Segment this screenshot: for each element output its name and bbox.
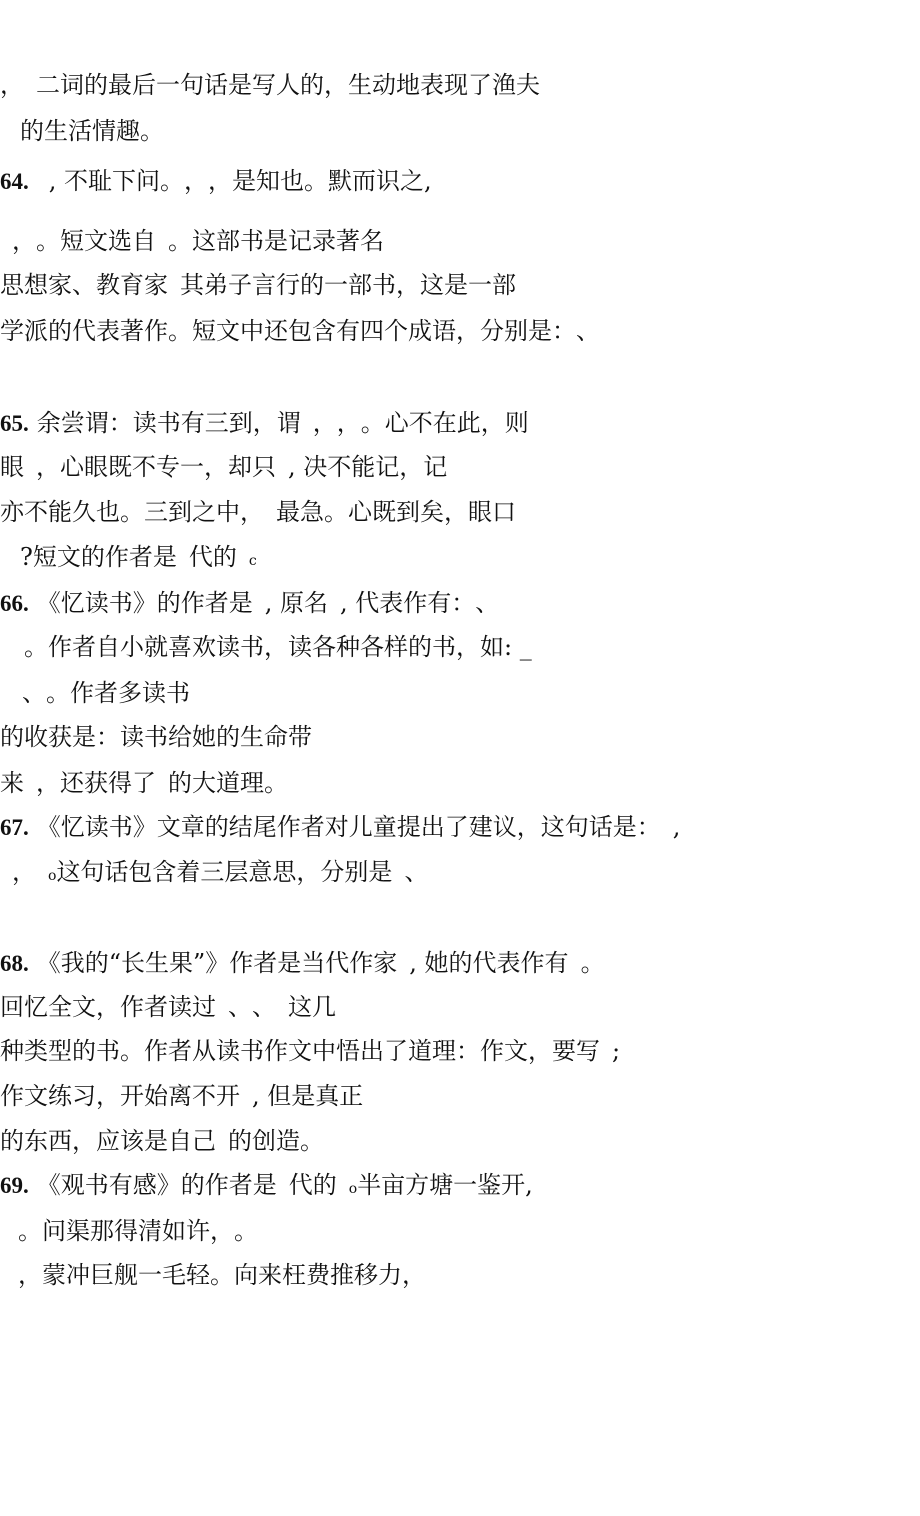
text-line xyxy=(0,452,447,482)
text-segment: 这几 xyxy=(288,993,336,1021)
text-segment: , 但是真正 xyxy=(252,1082,364,1110)
question-number: 64. xyxy=(0,169,29,194)
text-segment: 种类型的书。作者从读书作文中悟出了道理：作文，要写 xyxy=(0,1037,600,1065)
text-line xyxy=(6,1216,258,1246)
text-line xyxy=(0,1036,620,1066)
text-segment: 、 xyxy=(404,858,429,886)
text-segment: 代的 xyxy=(288,1171,337,1199)
text-segment: 。心不在此，则 xyxy=(360,409,529,437)
text-segment: ， xyxy=(12,858,36,886)
text-segment: 代的 xyxy=(188,543,237,571)
text-line xyxy=(12,632,532,662)
text-segment: 这句话包含着三层意思，分别是 xyxy=(56,858,393,886)
question-64-line xyxy=(0,166,432,197)
text-line xyxy=(8,542,257,576)
question-65-line xyxy=(0,408,529,439)
text-line xyxy=(0,768,288,798)
text-segment: 、 xyxy=(228,993,240,1021)
text-segment: 的生活情趣。 xyxy=(20,117,164,145)
text-segment: 的大道理。 xyxy=(168,769,288,797)
text-segment: 其弟子言行的一部书，这是一部 xyxy=(180,271,516,299)
text-segment: 眼 xyxy=(0,453,24,481)
text-segment: o xyxy=(348,1181,358,1197)
text-line xyxy=(0,270,528,300)
text-segment: , 决不能记，记 xyxy=(288,453,448,481)
text-segment: 学派的代表著作。短文中还包含有四个成语，分别是： xyxy=(0,317,564,345)
text-line xyxy=(10,678,190,708)
question-number: 66. xyxy=(0,591,29,616)
question-number: 69. xyxy=(0,1173,29,1198)
text-line xyxy=(0,992,336,1022)
question-66-line xyxy=(0,588,499,619)
text-segment: 、 xyxy=(475,589,500,617)
text-line xyxy=(0,497,516,527)
text-segment: ， xyxy=(336,409,349,437)
text-segment: ; xyxy=(612,1037,621,1065)
text-segment: ?短文的作者是 xyxy=(20,543,177,571)
text-segment: , xyxy=(672,813,681,841)
text-line xyxy=(0,857,428,891)
text-segment: 。短文选自 xyxy=(36,227,156,255)
text-segment: ，是知也。默而识之, xyxy=(208,167,432,195)
text-segment: 。作者自小就喜欢读书，读各种各样的书，如: _ xyxy=(24,633,532,661)
text-segment: 二词的最后一句话是写人的，生动地表现了渔夫 xyxy=(36,71,540,99)
text-line xyxy=(0,722,312,752)
text-segment: ，还获得了 xyxy=(36,769,156,797)
text-segment: 亦不能久也。三到之中， xyxy=(0,498,264,526)
text-segment: 。问渠那得清如许， xyxy=(18,1217,222,1245)
text-segment: ， xyxy=(312,409,325,437)
text-line xyxy=(8,116,164,146)
text-segment: , 她的代表作有 xyxy=(409,949,569,977)
text-segment: 《忆读书》的作者是 xyxy=(36,589,253,617)
text-segment: ， xyxy=(0,71,24,99)
text-segment: c xyxy=(248,553,257,569)
text-segment: ，心眼既不专一，却只 xyxy=(36,453,276,481)
text-segment: o xyxy=(48,868,57,884)
text-segment: 《观书有感》的作者是 xyxy=(36,1171,277,1199)
text-segment: 的收获是：读书给她的生命带 xyxy=(0,723,312,751)
question-number: 65. xyxy=(0,411,29,436)
text-line xyxy=(0,316,600,346)
text-segment: , 代表作有： xyxy=(340,589,464,617)
text-segment: 。 xyxy=(234,1217,258,1245)
question-number: 67. xyxy=(0,815,29,840)
text-segment: 。这部书是记录著名 xyxy=(168,227,384,255)
text-line xyxy=(0,1081,375,1111)
question-68-line xyxy=(0,948,605,979)
text-segment: , 不耻下问。 xyxy=(48,167,173,195)
text-segment: 最急。心既到矣，眼口 xyxy=(276,498,516,526)
question-number: 68. xyxy=(0,951,29,976)
text-line xyxy=(0,226,384,256)
text-segment: ， xyxy=(184,167,197,195)
text-line xyxy=(0,70,540,100)
text-line xyxy=(0,1126,324,1156)
text-segment: 的创造。 xyxy=(228,1127,324,1155)
text-segment: 来 xyxy=(0,769,24,797)
text-segment: 。作者多读书 xyxy=(46,679,190,707)
text-segment: 回忆全文，作者读过 xyxy=(0,993,216,1021)
text-segment: 《我的“长生果”》作者是当代作家 xyxy=(36,949,398,977)
question-69-line xyxy=(0,1170,533,1204)
text-segment: , 原名 xyxy=(264,589,329,617)
text-segment: 。 xyxy=(580,949,605,977)
text-segment: 余尝谓：读书有三到，谓 xyxy=(36,409,301,437)
text-segment: 半亩方塘一鉴开, xyxy=(357,1171,533,1199)
text-segment: 的东西，应该是自己 xyxy=(0,1127,216,1155)
text-segment: 作文练习，开始离不开 xyxy=(0,1082,240,1110)
text-segment: 、 xyxy=(576,317,600,345)
text-segment: 《忆读书》文章的结尾作者对儿童提出了建议，这句话是： xyxy=(36,813,661,841)
text-segment: 思想家、教育家 xyxy=(0,271,168,299)
text-line xyxy=(6,1260,426,1290)
question-67-line xyxy=(0,812,680,843)
text-segment: 、 xyxy=(22,679,34,707)
text-segment: ，蒙冲巨舰一毛轻。向来枉费推移力， xyxy=(18,1261,426,1289)
text-segment: ， xyxy=(12,227,24,255)
text-segment: 、 xyxy=(252,993,276,1021)
